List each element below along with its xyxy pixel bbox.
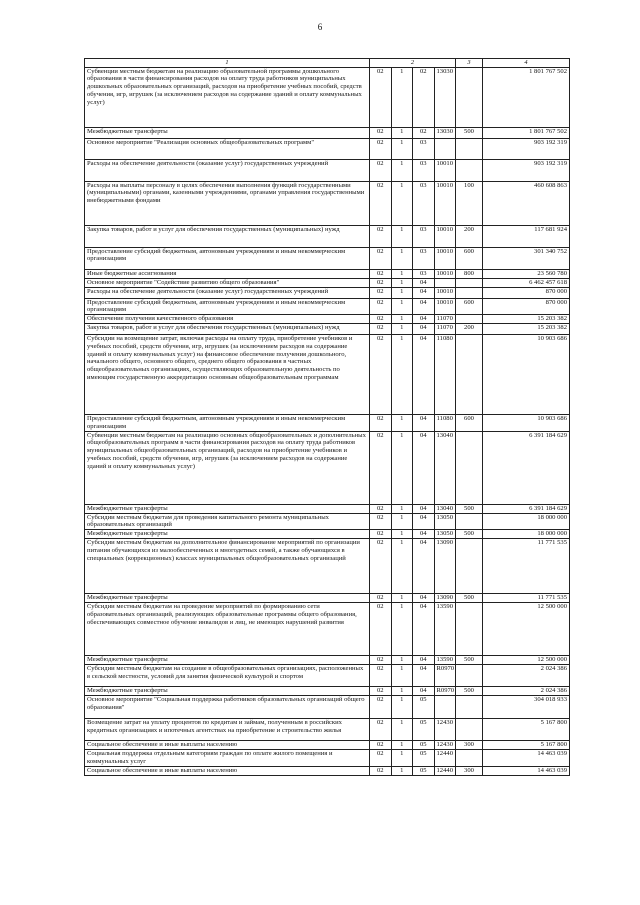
row-name: Социальная поддержка отдельным категориям граждан по оплате жилого помещения и коммунальных услуг	[85, 750, 370, 767]
row-name: Социальное обеспечение и иные выплаты населению	[85, 741, 370, 750]
row-code-program: 02	[370, 741, 392, 750]
row-code-event: 04	[413, 594, 435, 603]
table-row	[85, 513, 570, 530]
row-name: Возмещение затрат на уплату процентов по кредитам и займам, полученным в российских кредитных организациях и ипотечных агентствах на приобретение и строительство жилья	[85, 719, 370, 741]
row-code-expense-type: 500	[456, 656, 483, 665]
row-code-event: 04	[413, 415, 435, 432]
row-code-direction: 13040	[434, 431, 456, 504]
row-code-expense-type	[456, 719, 483, 741]
row-code-direction: 12430	[434, 719, 456, 741]
row-code-expense-type: 300	[456, 766, 483, 775]
row-code-event: 03	[413, 181, 435, 225]
row-sum: 18 000 000	[483, 513, 570, 530]
row-code-direction: 10010	[434, 269, 456, 278]
row-code-subprogram: 1	[391, 127, 413, 138]
row-code-direction: 10010	[434, 298, 456, 315]
row-code-direction: 13590	[434, 656, 456, 665]
row-code-direction: R0970	[434, 665, 456, 687]
row-code-direction	[434, 138, 456, 159]
row-code-program: 02	[370, 324, 392, 335]
row-code-subprogram: 1	[391, 687, 413, 696]
row-sum: 6 391 184 629	[483, 504, 570, 513]
row-code-direction: 11080	[434, 415, 456, 432]
row-name: Субсидии местным бюджетам для проведения капитального ремонта муниципальных образовательных организаций	[85, 513, 370, 530]
row-code-direction: 12430	[434, 741, 456, 750]
header-col-type: 3	[456, 59, 483, 68]
row-code-program: 02	[370, 67, 392, 127]
row-code-subprogram: 1	[391, 138, 413, 159]
table-row	[85, 298, 570, 315]
row-code-program: 02	[370, 315, 392, 324]
row-code-expense-type	[456, 750, 483, 767]
row-sum: 1 801 767 502	[483, 127, 570, 138]
row-sum: 870 000	[483, 298, 570, 315]
row-code-event: 04	[413, 315, 435, 324]
row-name: Расходы на обеспечение деятельности (оказание услуг) государственных учреждений	[85, 159, 370, 181]
row-name: Расходы на выплаты персоналу в целях обеспечения выполнения функций государственными (муниципальными) органами, казенными учреждениями, органами управления государственными внебюджетными фондами	[85, 181, 370, 225]
row-code-event: 03	[413, 247, 435, 269]
row-sum: 460 608 863	[483, 181, 570, 225]
row-sum: 15 203 382	[483, 324, 570, 335]
row-code-direction: 12440	[434, 750, 456, 767]
row-name: Межбюджетные трансферты	[85, 656, 370, 665]
row-sum: 870 000	[483, 287, 570, 298]
row-code-direction: 11070	[434, 324, 456, 335]
row-name: Межбюджетные трансферты	[85, 594, 370, 603]
row-code-event: 04	[413, 324, 435, 335]
row-sum: 10 903 686	[483, 415, 570, 432]
row-sum: 2 024 386	[483, 687, 570, 696]
table-row	[85, 741, 570, 750]
row-code-program: 02	[370, 513, 392, 530]
row-code-subprogram: 1	[391, 278, 413, 287]
row-code-expense-type	[456, 287, 483, 298]
row-code-event: 04	[413, 287, 435, 298]
row-name: Основное мероприятие "Социальная поддержка работников образовательных организаций общего образования"	[85, 696, 370, 719]
row-code-subprogram: 1	[391, 269, 413, 278]
row-code-program: 02	[370, 603, 392, 656]
row-name: Иные бюджетные ассигнования	[85, 269, 370, 278]
row-code-expense-type: 200	[456, 225, 483, 247]
row-code-expense-type: 500	[456, 530, 483, 539]
row-name: Субвенции местным бюджетам на реализацию основных общеобразовательных и дополнительных общеобразовательных программ в части финансирования расходов на оплату труда работников муниципальных общеобразовательных организаций, расходов на приобретение учебников и учебных пособий, средств обучения, игр, игрушек (за исключением расходов на содержание зданий и оплату коммунальных услуг)	[85, 431, 370, 504]
row-code-program: 02	[370, 159, 392, 181]
row-code-event: 03	[413, 138, 435, 159]
row-code-expense-type	[456, 159, 483, 181]
row-code-expense-type	[456, 431, 483, 504]
row-code-event: 05	[413, 719, 435, 741]
row-code-subprogram: 1	[391, 324, 413, 335]
row-code-direction: 13040	[434, 504, 456, 513]
row-code-subprogram: 1	[391, 750, 413, 767]
row-code-expense-type: 100	[456, 181, 483, 225]
row-sum: 903 192 319	[483, 159, 570, 181]
row-name: Межбюджетные трансферты	[85, 504, 370, 513]
row-code-subprogram: 1	[391, 315, 413, 324]
row-code-expense-type	[456, 539, 483, 594]
row-code-direction: 10010	[434, 247, 456, 269]
table-row	[85, 225, 570, 247]
row-code-expense-type: 800	[456, 269, 483, 278]
row-code-direction	[434, 696, 456, 719]
row-code-program: 02	[370, 719, 392, 741]
row-code-subprogram: 1	[391, 415, 413, 432]
table-row	[85, 138, 570, 159]
row-name: Межбюджетные трансферты	[85, 530, 370, 539]
row-code-subprogram: 1	[391, 766, 413, 775]
page-number: 6	[317, 22, 323, 32]
table-row	[85, 594, 570, 603]
row-code-subprogram: 1	[391, 696, 413, 719]
row-code-program: 02	[370, 696, 392, 719]
row-code-direction: 10010	[434, 287, 456, 298]
header-col-name: 1	[85, 59, 370, 68]
table-row	[85, 603, 570, 656]
row-name: Субсидии местным бюджетам на проведение мероприятий по формированию сети образовательных организаций, реализующих образовательные программы общего образования, обеспечивающих совместное обучение инвалидов и лиц, не имеющих нарушений развития	[85, 603, 370, 656]
row-sum: 12 500 000	[483, 656, 570, 665]
row-name: Субсидии на возмещение затрат, включая расходы на оплату труда, приобретение учебников и учебных пособий, средств обучения, игр, игрушек (за исключением расходов на содержание зданий и оплату коммунальных услуг) на финансовое обеспечение получения дошкольного, начального общего, основного общего, среднего общего образования в частных общеобразовательных организациях, осуществляющих образовательную деятельность по имеющим государственную аккредитацию основным общеобразовательным программам	[85, 335, 370, 415]
row-name: Межбюджетные трансферты	[85, 687, 370, 696]
table-row	[85, 504, 570, 513]
row-code-direction: 11080	[434, 335, 456, 415]
row-code-subprogram: 1	[391, 335, 413, 415]
row-name: Предоставление субсидий бюджетным, автономным учреждениям и иным некоммерческим организациям	[85, 247, 370, 269]
header-col-sum: 4	[483, 59, 570, 68]
table-row	[85, 278, 570, 287]
row-code-program: 02	[370, 504, 392, 513]
row-code-expense-type: 500	[456, 594, 483, 603]
row-sum: 5 167 800	[483, 719, 570, 741]
row-name: Основное мероприятие "Реализация основных общеобразовательных программ"	[85, 138, 370, 159]
row-code-direction	[434, 278, 456, 287]
row-code-program: 02	[370, 766, 392, 775]
row-code-direction: 13030	[434, 127, 456, 138]
row-sum: 5 167 800	[483, 741, 570, 750]
row-code-subprogram: 1	[391, 719, 413, 741]
row-sum: 6 391 184 629	[483, 431, 570, 504]
row-code-expense-type	[456, 603, 483, 656]
row-code-direction: 10010	[434, 181, 456, 225]
row-code-expense-type	[456, 315, 483, 324]
row-code-expense-type	[456, 335, 483, 415]
row-code-event: 04	[413, 298, 435, 315]
row-sum: 903 192 319	[483, 138, 570, 159]
row-code-subprogram: 1	[391, 225, 413, 247]
row-sum: 11 771 535	[483, 594, 570, 603]
table-row	[85, 127, 570, 138]
row-sum: 11 771 535	[483, 539, 570, 594]
row-code-event: 04	[413, 603, 435, 656]
row-code-subprogram: 1	[391, 247, 413, 269]
row-code-subprogram: 1	[391, 159, 413, 181]
table-row	[85, 159, 570, 181]
row-code-expense-type: 500	[456, 127, 483, 138]
row-sum: 18 000 000	[483, 530, 570, 539]
row-sum: 23 560 780	[483, 269, 570, 278]
row-sum: 2 024 386	[483, 665, 570, 687]
table-row	[85, 247, 570, 269]
row-name: Основное мероприятие "Содействие развитию общего образования"	[85, 278, 370, 287]
table-row	[85, 766, 570, 775]
row-name: Обеспечение получения качественного образования	[85, 315, 370, 324]
row-code-subprogram: 1	[391, 530, 413, 539]
row-code-expense-type	[456, 138, 483, 159]
row-code-program: 02	[370, 138, 392, 159]
table-row	[85, 287, 570, 298]
row-name: Расходы на обеспечение деятельности (оказание услуг) государственных учреждений	[85, 287, 370, 298]
row-code-subprogram: 1	[391, 539, 413, 594]
row-name: Межбюджетные трансферты	[85, 127, 370, 138]
row-code-expense-type	[456, 665, 483, 687]
row-name: Предоставление субсидий бюджетным, автономным учреждениям и иным некоммерческим организациям	[85, 415, 370, 432]
row-code-subprogram: 1	[391, 298, 413, 315]
row-code-event: 04	[413, 539, 435, 594]
row-code-expense-type	[456, 513, 483, 530]
row-code-event: 03	[413, 225, 435, 247]
row-sum: 304 018 933	[483, 696, 570, 719]
row-code-event: 05	[413, 766, 435, 775]
table-row	[85, 687, 570, 696]
row-code-program: 02	[370, 335, 392, 415]
table-row	[85, 269, 570, 278]
row-sum: 14 463 039	[483, 766, 570, 775]
row-name: Субсидии местным бюджетам на дополнительное финансирование мероприятий по организации питания обучающихся из малообеспеченных и многодетных семей, а также обучающихся в специальных (коррекционных) классах муниципальных общеобразовательных организаций	[85, 539, 370, 594]
table-row	[85, 431, 570, 504]
row-code-subprogram: 1	[391, 67, 413, 127]
row-code-expense-type	[456, 278, 483, 287]
row-code-expense-type: 500	[456, 687, 483, 696]
row-code-subprogram: 1	[391, 431, 413, 504]
table-row	[85, 181, 570, 225]
row-code-event: 05	[413, 696, 435, 719]
row-code-expense-type: 500	[456, 504, 483, 513]
row-name: Субвенции местным бюджетам на реализацию образовательной программы дошкольного образования в части финансирования расходов на оплату труда работников муниципальных дошкольных образовательных организаций, расходов на приобретение учебных пособий, средств обучения, игр, игрушек (за исключением расходов на содержание зданий и оплату коммунальных услуг)	[85, 67, 370, 127]
row-code-expense-type: 600	[456, 247, 483, 269]
row-code-event: 03	[413, 159, 435, 181]
row-code-subprogram: 1	[391, 656, 413, 665]
row-code-direction: 13590	[434, 603, 456, 656]
row-name: Закупка товаров, работ и услуг для обеспечения государственных (муниципальных) нужд	[85, 225, 370, 247]
row-code-event: 04	[413, 530, 435, 539]
row-code-event: 05	[413, 750, 435, 767]
row-code-event: 04	[413, 665, 435, 687]
row-code-subprogram: 1	[391, 603, 413, 656]
table-row	[85, 335, 570, 415]
row-sum: 12 500 000	[483, 603, 570, 656]
row-code-expense-type: 300	[456, 741, 483, 750]
table-row	[85, 665, 570, 687]
row-name: Закупка товаров, работ и услуг для обеспечения государственных (муниципальных) нужд	[85, 324, 370, 335]
row-code-program: 02	[370, 750, 392, 767]
table-header-row	[85, 59, 570, 68]
row-code-program: 02	[370, 269, 392, 278]
table-row	[85, 539, 570, 594]
row-code-expense-type	[456, 696, 483, 719]
row-code-direction: 13030	[434, 67, 456, 127]
row-code-expense-type: 600	[456, 415, 483, 432]
row-code-direction: 13050	[434, 513, 456, 530]
row-code-program: 02	[370, 287, 392, 298]
row-code-subprogram: 1	[391, 665, 413, 687]
row-code-event: 03	[413, 269, 435, 278]
row-sum: 14 463 039	[483, 750, 570, 767]
row-code-program: 02	[370, 127, 392, 138]
row-code-expense-type: 600	[456, 298, 483, 315]
row-code-subprogram: 1	[391, 594, 413, 603]
row-sum: 301 340 752	[483, 247, 570, 269]
row-code-event: 04	[413, 335, 435, 415]
row-code-program: 02	[370, 656, 392, 665]
row-code-direction: R0970	[434, 687, 456, 696]
budget-table	[84, 58, 570, 776]
row-code-subprogram: 1	[391, 513, 413, 530]
row-code-program: 02	[370, 594, 392, 603]
row-code-event: 04	[413, 656, 435, 665]
row-code-program: 02	[370, 247, 392, 269]
row-code-event: 02	[413, 67, 435, 127]
row-code-program: 02	[370, 539, 392, 594]
row-code-event: 04	[413, 278, 435, 287]
row-code-direction: 13090	[434, 594, 456, 603]
table-row	[85, 656, 570, 665]
row-code-program: 02	[370, 687, 392, 696]
row-sum: 10 903 686	[483, 335, 570, 415]
row-name: Предоставление субсидий бюджетным, автономным учреждениям и иным некоммерческим организациям	[85, 298, 370, 315]
row-name: Социальное обеспечение и иные выплаты населению	[85, 766, 370, 775]
table-row	[85, 67, 570, 127]
row-code-event: 04	[413, 431, 435, 504]
row-code-direction: 11070	[434, 315, 456, 324]
row-code-expense-type	[456, 67, 483, 127]
row-sum: 117 681 924	[483, 225, 570, 247]
row-sum: 15 203 382	[483, 315, 570, 324]
row-code-direction: 12440	[434, 766, 456, 775]
row-code-program: 02	[370, 181, 392, 225]
row-code-subprogram: 1	[391, 504, 413, 513]
table-row	[85, 750, 570, 767]
row-code-program: 02	[370, 298, 392, 315]
row-code-direction: 13050	[434, 530, 456, 539]
row-code-direction: 10010	[434, 159, 456, 181]
row-code-subprogram: 1	[391, 287, 413, 298]
row-code-subprogram: 1	[391, 181, 413, 225]
table-row	[85, 315, 570, 324]
table-row	[85, 415, 570, 432]
table-row	[85, 719, 570, 741]
row-code-event: 02	[413, 127, 435, 138]
row-code-program: 02	[370, 415, 392, 432]
row-code-event: 04	[413, 513, 435, 530]
table-row	[85, 324, 570, 335]
row-code-event: 04	[413, 687, 435, 696]
row-code-program: 02	[370, 225, 392, 247]
row-code-event: 05	[413, 741, 435, 750]
row-code-program: 02	[370, 665, 392, 687]
row-sum: 1 801 767 502	[483, 67, 570, 127]
row-code-program: 02	[370, 278, 392, 287]
row-code-direction: 10010	[434, 225, 456, 247]
table-row	[85, 530, 570, 539]
row-code-program: 02	[370, 530, 392, 539]
row-name: Субсидии местным бюджетам на создание в общеобразовательных организациях, расположенных в сельской местности, условий для занятия физической культурой и спортом	[85, 665, 370, 687]
row-code-direction: 13090	[434, 539, 456, 594]
row-code-program: 02	[370, 431, 392, 504]
table-row	[85, 696, 570, 719]
row-code-subprogram: 1	[391, 741, 413, 750]
row-code-event: 04	[413, 504, 435, 513]
row-code-expense-type: 200	[456, 324, 483, 335]
header-col-codes: 2	[370, 59, 456, 68]
row-sum: 6 462 457 618	[483, 278, 570, 287]
